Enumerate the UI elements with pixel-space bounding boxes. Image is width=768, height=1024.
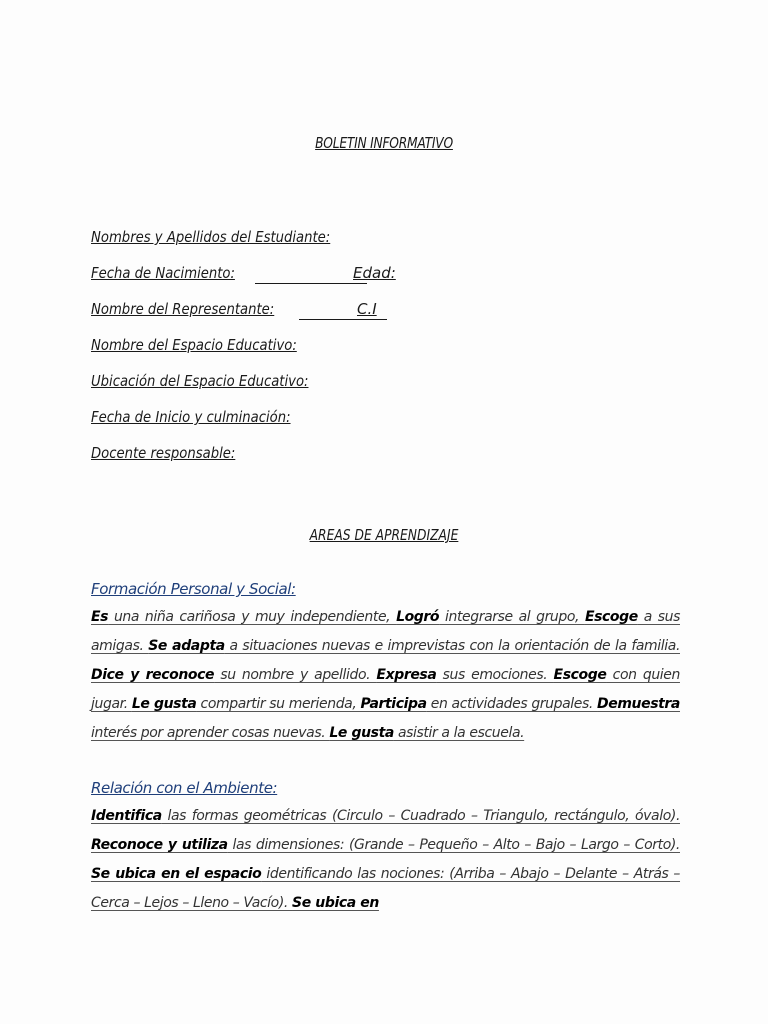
field-edad-label: Edad: [353, 264, 396, 282]
keyword: Es [91, 609, 109, 625]
field-fecha-inicio-label: Fecha de Inicio y culminación: [91, 408, 291, 426]
field-fecha-inicio [91, 406, 691, 442]
keyword: Dice y reconoce [91, 667, 215, 683]
blank-line [255, 267, 367, 284]
area-paragraph [91, 603, 680, 748]
text-run: integrarse al grupo, [439, 609, 585, 625]
text-run: asistir a la escuela. [393, 725, 525, 741]
text-run: a sus amigas. [91, 609, 680, 654]
keyword: Le gusta [329, 725, 394, 741]
field-ci-label: C.I [357, 300, 377, 318]
document-title: BOLETIN INFORMATIVO [315, 134, 453, 152]
text-run: una niña cariñosa y muy independiente, [108, 609, 397, 625]
area-heading: Formación Personal y Social: [91, 580, 296, 598]
keyword: Participa [360, 696, 427, 712]
text-run: con quien jugar. [91, 667, 680, 712]
text-run: su nombre y apellido. [214, 667, 377, 683]
text-run: identificando las nociones: (Arriba – Abajo – Delante – Atrás – Cerca – Lejos – Lleno – Vacío). [91, 866, 681, 911]
area-heading: Relación con el Ambiente: [91, 779, 278, 797]
field-espacio [91, 334, 691, 370]
field-ubicacion-label: Ubicación del Espacio Educativo: [91, 372, 309, 390]
keyword: Demuestra [597, 696, 680, 712]
text-run: las dimensiones: (Grande – Pequeño – Alto – Bajo – Largo – Corto). [227, 837, 680, 853]
area-paragraph [91, 802, 680, 918]
field-fecha-nacimiento-label: Fecha de Nacimiento: [91, 264, 235, 282]
field-fecha-nacimiento [91, 262, 691, 298]
keyword: Logró [396, 609, 440, 625]
keyword: Escoge [553, 667, 607, 683]
keyword: Le gusta [131, 696, 197, 712]
field-docente-label: Docente responsable: [91, 444, 236, 462]
field-representante [91, 298, 691, 334]
area-formacion-personal [91, 577, 680, 748]
field-nombres [91, 226, 691, 262]
area-relacion-ambiente [91, 776, 680, 918]
keyword: Se ubica en [292, 895, 379, 911]
keyword: Identifica [91, 808, 162, 824]
student-info-fields [91, 226, 691, 478]
areas-title: AREAS DE APRENDIZAJE [309, 526, 459, 544]
field-representante-label: Nombre del Representante: [91, 300, 275, 318]
text-run: interés por aprender cosas nuevas. [91, 725, 330, 741]
keyword: Se ubica en el espacio [91, 866, 262, 882]
text-run: las formas geométricas (Circulo – Cuadrado – Triangulo, rectángulo, óvalo). [161, 808, 680, 824]
field-nombres-label: Nombres y Apellidos del Estudiante: [91, 228, 331, 246]
field-docente [91, 442, 691, 478]
keyword: Expresa [376, 667, 437, 683]
text-run: en actividades grupales. [426, 696, 598, 712]
keyword: Escoge [584, 609, 638, 625]
text-run: compartir su merienda, [196, 696, 361, 712]
text-run: sus emociones. [436, 667, 554, 683]
keyword: Reconoce y utiliza [91, 837, 228, 853]
text-run: a situaciones nuevas e imprevistas con la orientación de la familia. [224, 638, 680, 654]
keyword: Se adapta [148, 638, 225, 654]
field-espacio-label: Nombre del Espacio Educativo: [91, 336, 297, 354]
field-ubicacion [91, 370, 691, 406]
